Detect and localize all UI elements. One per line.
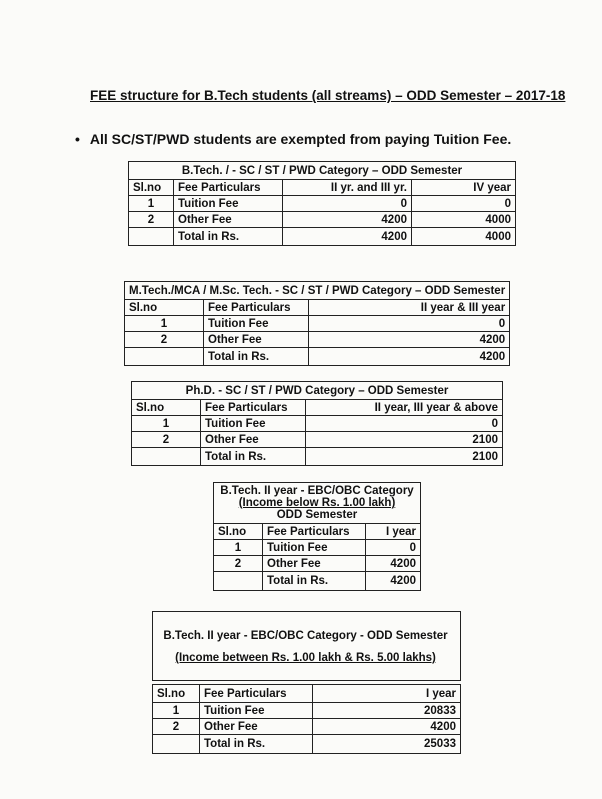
table-row bbox=[132, 416, 503, 432]
cell-slno: 1 bbox=[214, 540, 263, 556]
table-caption-income: (Income between Rs. 1.00 lakh & Rs. 5.00 lakhs) bbox=[175, 652, 436, 664]
table-caption-semester: ODD Semester bbox=[276, 509, 358, 521]
col-header: Fee Particulars bbox=[200, 685, 313, 703]
table-caption: B.Tech. II year - EBC/OBC Category - ODD Semester bbox=[163, 630, 448, 642]
table-row-total bbox=[129, 228, 516, 246]
col-header: II year, III year & above bbox=[306, 400, 503, 416]
btech-scst-table bbox=[128, 161, 516, 246]
table-row-total bbox=[132, 448, 503, 466]
cell-slno bbox=[132, 448, 201, 466]
cell-value: 4200 bbox=[309, 348, 510, 366]
cell-value: 4000 bbox=[412, 212, 516, 228]
table-caption-income: (Income below Rs. 1.00 lakh) bbox=[238, 497, 396, 509]
table-caption-block bbox=[214, 483, 421, 524]
table-row bbox=[132, 432, 503, 448]
ebc-obc-below-1lakh-table bbox=[213, 482, 421, 591]
cell-value: 25033 bbox=[313, 735, 461, 754]
cell-slno: 2 bbox=[214, 556, 263, 572]
cell-particular: Other Fee bbox=[201, 432, 306, 448]
table-header-row bbox=[129, 180, 516, 196]
cell-value: 2100 bbox=[306, 432, 503, 448]
cell-value: 20833 bbox=[313, 703, 461, 719]
cell-value: 0 bbox=[306, 416, 503, 432]
phd-scst-table bbox=[131, 381, 503, 466]
cell-value: 4200 bbox=[283, 212, 412, 228]
col-header: I year bbox=[366, 524, 421, 540]
cell-particular: Other Fee bbox=[200, 719, 313, 735]
cell-slno: 2 bbox=[132, 432, 201, 448]
cell-particular: Total in Rs. bbox=[204, 348, 309, 366]
cell-particular: Tuition Fee bbox=[204, 316, 309, 332]
table-caption: Ph.D. - SC / ST / PWD Category – ODD Semester bbox=[132, 382, 503, 400]
table-row bbox=[125, 332, 510, 348]
ebc-obc-1-5lakh-table bbox=[152, 684, 461, 754]
col-header: Sl.no bbox=[153, 685, 200, 703]
cell-slno: 1 bbox=[125, 316, 204, 332]
cell-particular: Other Fee bbox=[263, 556, 366, 572]
exemption-note-text: All SC/ST/PWD students are exempted from paying Tuition Fee. bbox=[89, 131, 512, 147]
cell-value: 4200 bbox=[366, 572, 421, 591]
cell-value: 0 bbox=[366, 540, 421, 556]
table-caption: B.Tech. / - SC / ST / PWD Category – ODD Semester bbox=[129, 162, 516, 180]
table-row bbox=[153, 703, 461, 719]
table-caption: B.Tech. II year - EBC/OBC Category bbox=[220, 485, 414, 497]
col-header: Sl.no bbox=[125, 300, 204, 316]
cell-slno bbox=[214, 572, 263, 591]
cell-particular: Tuition Fee bbox=[201, 416, 306, 432]
col-header: Fee Particulars bbox=[201, 400, 306, 416]
cell-value: 4000 bbox=[412, 228, 516, 246]
table-header-row bbox=[153, 685, 461, 703]
cell-particular: Tuition Fee bbox=[200, 703, 313, 719]
mtech-scst-table bbox=[124, 281, 510, 366]
col-header: II year & III year bbox=[309, 300, 510, 316]
col-header: Fee Particulars bbox=[263, 524, 366, 540]
cell-particular: Other Fee bbox=[204, 332, 309, 348]
table-row bbox=[129, 212, 516, 228]
cell-slno: 1 bbox=[132, 416, 201, 432]
cell-particular: Tuition Fee bbox=[174, 196, 283, 212]
cell-slno: 2 bbox=[153, 719, 200, 735]
cell-particular: Tuition Fee bbox=[263, 540, 366, 556]
table-row-total bbox=[153, 735, 461, 754]
col-header: Fee Particulars bbox=[204, 300, 309, 316]
cell-value: 0 bbox=[412, 196, 516, 212]
cell-particular: Total in Rs. bbox=[263, 572, 366, 591]
col-header: Sl.no bbox=[129, 180, 174, 196]
table-caption: M.Tech./MCA / M.Sc. Tech. - SC / ST / PWD Category – ODD Semester bbox=[125, 282, 510, 300]
col-header: I year bbox=[313, 685, 461, 703]
document-title: FEE structure for B.Tech students (all streams) – ODD Semester – 2017-18 bbox=[90, 88, 566, 103]
cell-particular: Total in Rs. bbox=[200, 735, 313, 754]
cell-value: 0 bbox=[283, 196, 412, 212]
cell-value: 0 bbox=[309, 316, 510, 332]
cell-value: 4200 bbox=[283, 228, 412, 246]
cell-slno bbox=[129, 228, 174, 246]
table-row bbox=[153, 719, 461, 735]
bullet-icon: • bbox=[75, 131, 80, 147]
cell-value: 4200 bbox=[309, 332, 510, 348]
cell-slno bbox=[125, 348, 204, 366]
table-row bbox=[214, 540, 421, 556]
col-header: Sl.no bbox=[132, 400, 201, 416]
table-row bbox=[129, 196, 516, 212]
table-header-row bbox=[214, 524, 421, 540]
cell-particular: Total in Rs. bbox=[201, 448, 306, 466]
ebc-obc-1-5lakh-frame bbox=[152, 611, 461, 681]
col-header: II yr. and III yr. bbox=[283, 180, 412, 196]
exemption-note bbox=[75, 131, 511, 147]
cell-particular: Total in Rs. bbox=[174, 228, 283, 246]
cell-value: 2100 bbox=[306, 448, 503, 466]
table-header-row bbox=[132, 400, 503, 416]
cell-slno bbox=[153, 735, 200, 754]
cell-slno: 1 bbox=[153, 703, 200, 719]
cell-value: 4200 bbox=[366, 556, 421, 572]
cell-slno: 1 bbox=[129, 196, 174, 212]
cell-particular: Other Fee bbox=[174, 212, 283, 228]
table-row bbox=[214, 556, 421, 572]
cell-slno: 2 bbox=[125, 332, 204, 348]
cell-slno: 2 bbox=[129, 212, 174, 228]
col-header: IV year bbox=[412, 180, 516, 196]
table-row-total bbox=[125, 348, 510, 366]
table-row-total bbox=[214, 572, 421, 591]
col-header: Fee Particulars bbox=[174, 180, 283, 196]
table-header-row bbox=[125, 300, 510, 316]
cell-value: 4200 bbox=[313, 719, 461, 735]
col-header: Sl.no bbox=[214, 524, 263, 540]
table-row bbox=[125, 316, 510, 332]
